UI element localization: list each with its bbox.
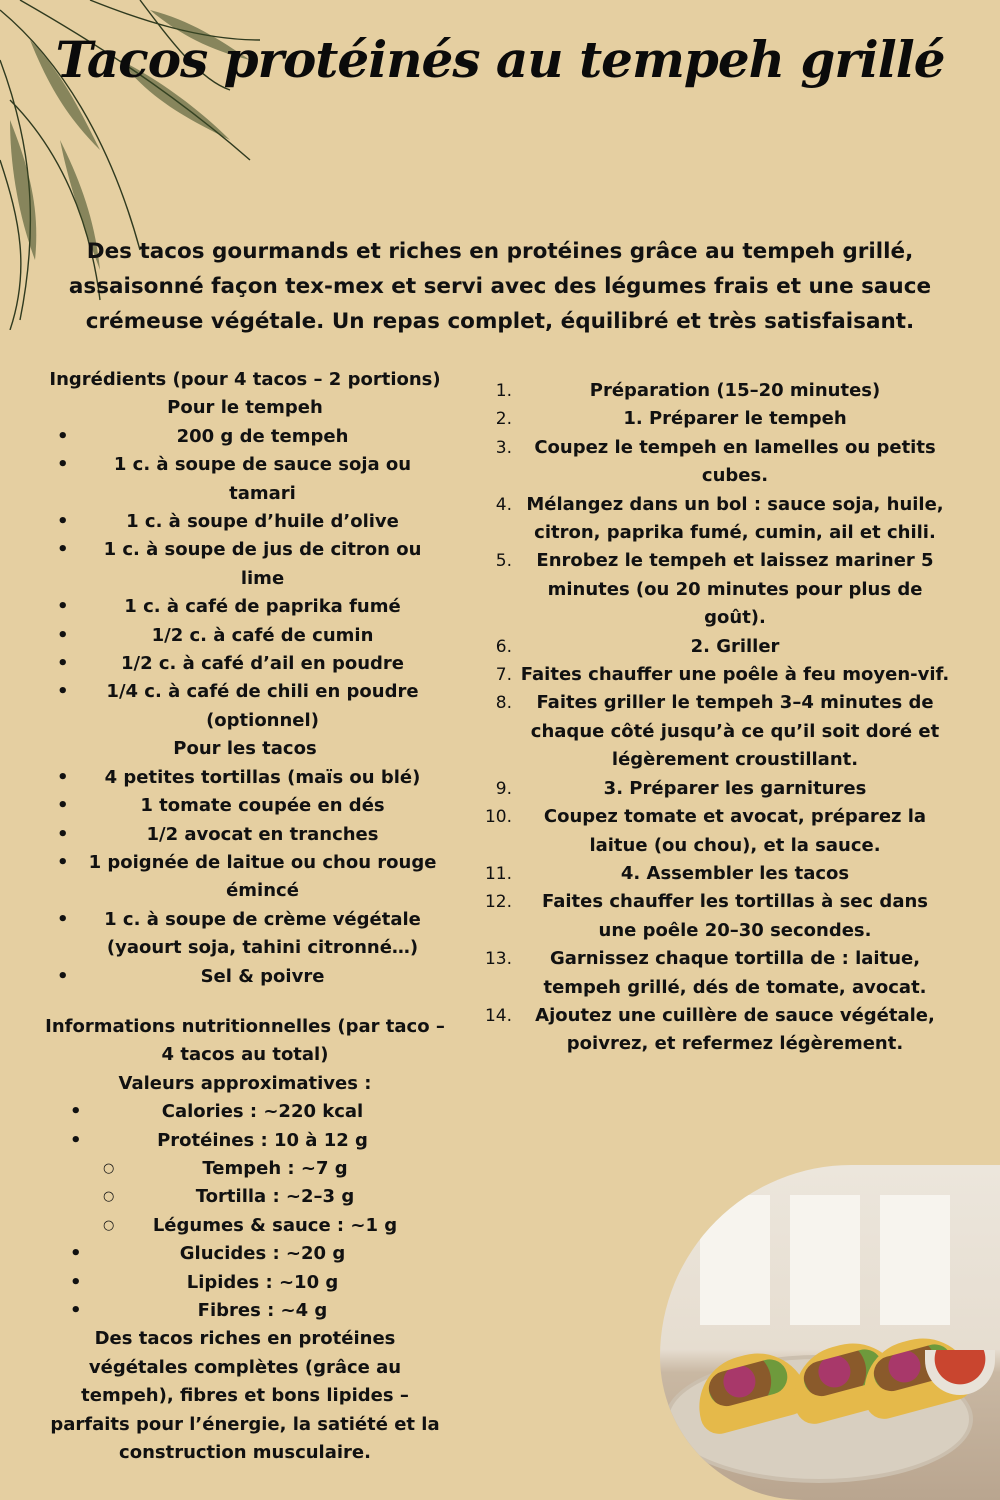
step-text: Coupez tomate et avocat, préparez la laitue (ou chou), et la sauce. xyxy=(543,806,927,856)
window-pane xyxy=(700,1195,770,1325)
recipe-title: Tacos protéinés au tempeh grillé xyxy=(55,30,945,89)
list-item: • 1/2 c. à café d’ail en poudre xyxy=(45,650,445,678)
nutrition-subheading: Valeurs approximatives : xyxy=(118,1072,372,1094)
nutrition-heading: Informations nutritionnelles (par taco – 4 tacos au total) xyxy=(45,1015,445,1066)
list-subitem: ○ Tempeh : ~7 g xyxy=(45,1155,445,1183)
list-item: • 1 c. à soupe d’huile d’olive xyxy=(45,508,445,536)
list-subitem: ○ Tortilla : ~2–3 g xyxy=(45,1183,445,1211)
tempeh-ingredients-list xyxy=(45,423,445,735)
list-item: • Protéines : 10 à 12 g xyxy=(45,1127,445,1155)
step-text: 4. Assembler les tacos xyxy=(620,862,850,884)
step-number: 8. xyxy=(495,693,512,714)
step-number: 7. xyxy=(495,665,512,686)
preparation-step xyxy=(480,888,950,945)
preparation-step xyxy=(480,860,950,888)
nutrition-summary: Des tacos riches en protéines végétales complètes (grâce au tempeh), fibres et bons lipides – parfaits pour l’énergie, la satiété et la construction musculaire. xyxy=(50,1328,440,1464)
step-text: Ajoutez une cuillère de sauce végétale, poivrez, et refermez légèrement. xyxy=(535,1004,935,1055)
list-item: • 200 g de tempeh xyxy=(45,423,445,451)
step-number: 10. xyxy=(484,807,512,828)
step-text: Faites chauffer les tortillas à sec dans une poêle 20–30 secondes. xyxy=(541,891,928,941)
ingredients-heading: Ingrédients (pour 4 tacos – 2 portions) xyxy=(49,369,441,390)
step-number: 5. xyxy=(495,551,512,572)
preparation-step xyxy=(480,689,950,774)
nutrition-list xyxy=(45,1098,445,1325)
list-item: • Fibres : ~4 g xyxy=(45,1297,445,1325)
preparation-step xyxy=(480,377,950,405)
list-item: • 1 poignée de laitue ou chou rouge émincé xyxy=(45,849,445,906)
taco-filling xyxy=(705,1355,791,1410)
list-item: • Glucides : ~20 g xyxy=(45,1240,445,1268)
preparation-step xyxy=(480,405,950,433)
list-item: • 4 petites tortillas (maïs ou blé) xyxy=(45,764,445,792)
step-text: Préparation (15–20 minutes) xyxy=(589,380,881,401)
preparation-step xyxy=(480,661,950,689)
step-number: 2. xyxy=(495,409,512,430)
step-text: Garnissez chaque tortilla de : laitue, tempeh grillé, dés de tomate, avocat. xyxy=(543,948,927,998)
preparation-step xyxy=(480,633,950,661)
tempeh-subheading: Pour le tempeh xyxy=(167,397,323,419)
step-text: Mélangez dans un bol : sauce soja, huile, citron, paprika fumé, cumin, ail et chili. xyxy=(526,493,944,544)
step-text: 1. Préparer le tempeh xyxy=(623,408,847,430)
ingredients-column xyxy=(45,366,445,1467)
recipe-intro: Des tacos gourmands et riches en protéines grâce au tempeh grillé, assaisonné façon tex-mex et servi avec des légumes frais et une sauce crémeuse végétale. Un repas complet, équilibré et très satisfaisant. xyxy=(68,239,932,334)
tacos-ingredients-list xyxy=(45,764,445,991)
list-item: • 1 c. à soupe de crème végétale (yaourt soja, tahini citronné…) xyxy=(45,906,445,963)
tacos-photo xyxy=(660,1165,1000,1500)
step-number: 13. xyxy=(484,949,512,970)
step-text: 3. Préparer les garnitures xyxy=(603,777,867,799)
list-item: • Sel & poivre xyxy=(45,963,445,991)
list-item: • Lipides : ~10 g xyxy=(45,1269,445,1297)
preparation-step xyxy=(480,945,950,1002)
step-number: 3. xyxy=(495,437,512,458)
list-item: • 1/2 c. à café de cumin xyxy=(45,622,445,650)
preparation-step xyxy=(480,803,950,860)
step-text: Coupez le tempeh en lamelles ou petits cubes. xyxy=(534,436,936,487)
list-item: • 1 c. à soupe de sauce soja ou tamari xyxy=(45,451,445,508)
step-number: 1. xyxy=(495,381,512,401)
preparation-step xyxy=(480,547,950,632)
tacos-subheading: Pour les tacos xyxy=(173,738,317,760)
step-number: 4. xyxy=(495,494,512,515)
preparation-steps xyxy=(480,377,950,1059)
preparation-step xyxy=(480,1002,950,1059)
preparation-column xyxy=(480,377,950,1059)
step-text: Enrobez le tempeh et laissez mariner 5 minutes (ou 20 minutes pour plus de goût). xyxy=(536,550,934,629)
list-item: • Calories : ~220 kcal xyxy=(45,1098,445,1126)
list-subitem: ○ Légumes & sauce : ~1 g xyxy=(45,1212,445,1240)
list-item: • 1/2 avocat en tranches xyxy=(45,821,445,849)
preparation-step xyxy=(480,434,950,491)
step-text: 2. Griller xyxy=(690,635,780,657)
step-number: 9. xyxy=(495,778,512,799)
list-item: • 1 c. à café de paprika fumé xyxy=(45,593,445,621)
window-pane xyxy=(880,1195,950,1325)
step-text: Faites chauffer une poêle à feu moyen-vif. xyxy=(520,664,950,686)
step-number: 11. xyxy=(484,863,512,884)
list-item: • 1 tomate coupée en dés xyxy=(45,792,445,820)
step-number: 6. xyxy=(495,636,512,657)
list-item: • 1 c. à soupe de jus de citron ou lime xyxy=(45,536,445,593)
step-number: 14. xyxy=(484,1005,512,1026)
preparation-step xyxy=(480,491,950,548)
window-pane xyxy=(790,1195,860,1325)
list-item: • 1/4 c. à café de chili en poudre (optionnel) xyxy=(45,678,445,735)
step-text: Faites griller le tempeh 3–4 minutes de chaque côté jusqu’à ce qu’il soit doré et légèrement croustillant. xyxy=(530,692,940,771)
preparation-step xyxy=(480,775,950,803)
step-number: 12. xyxy=(484,892,512,913)
